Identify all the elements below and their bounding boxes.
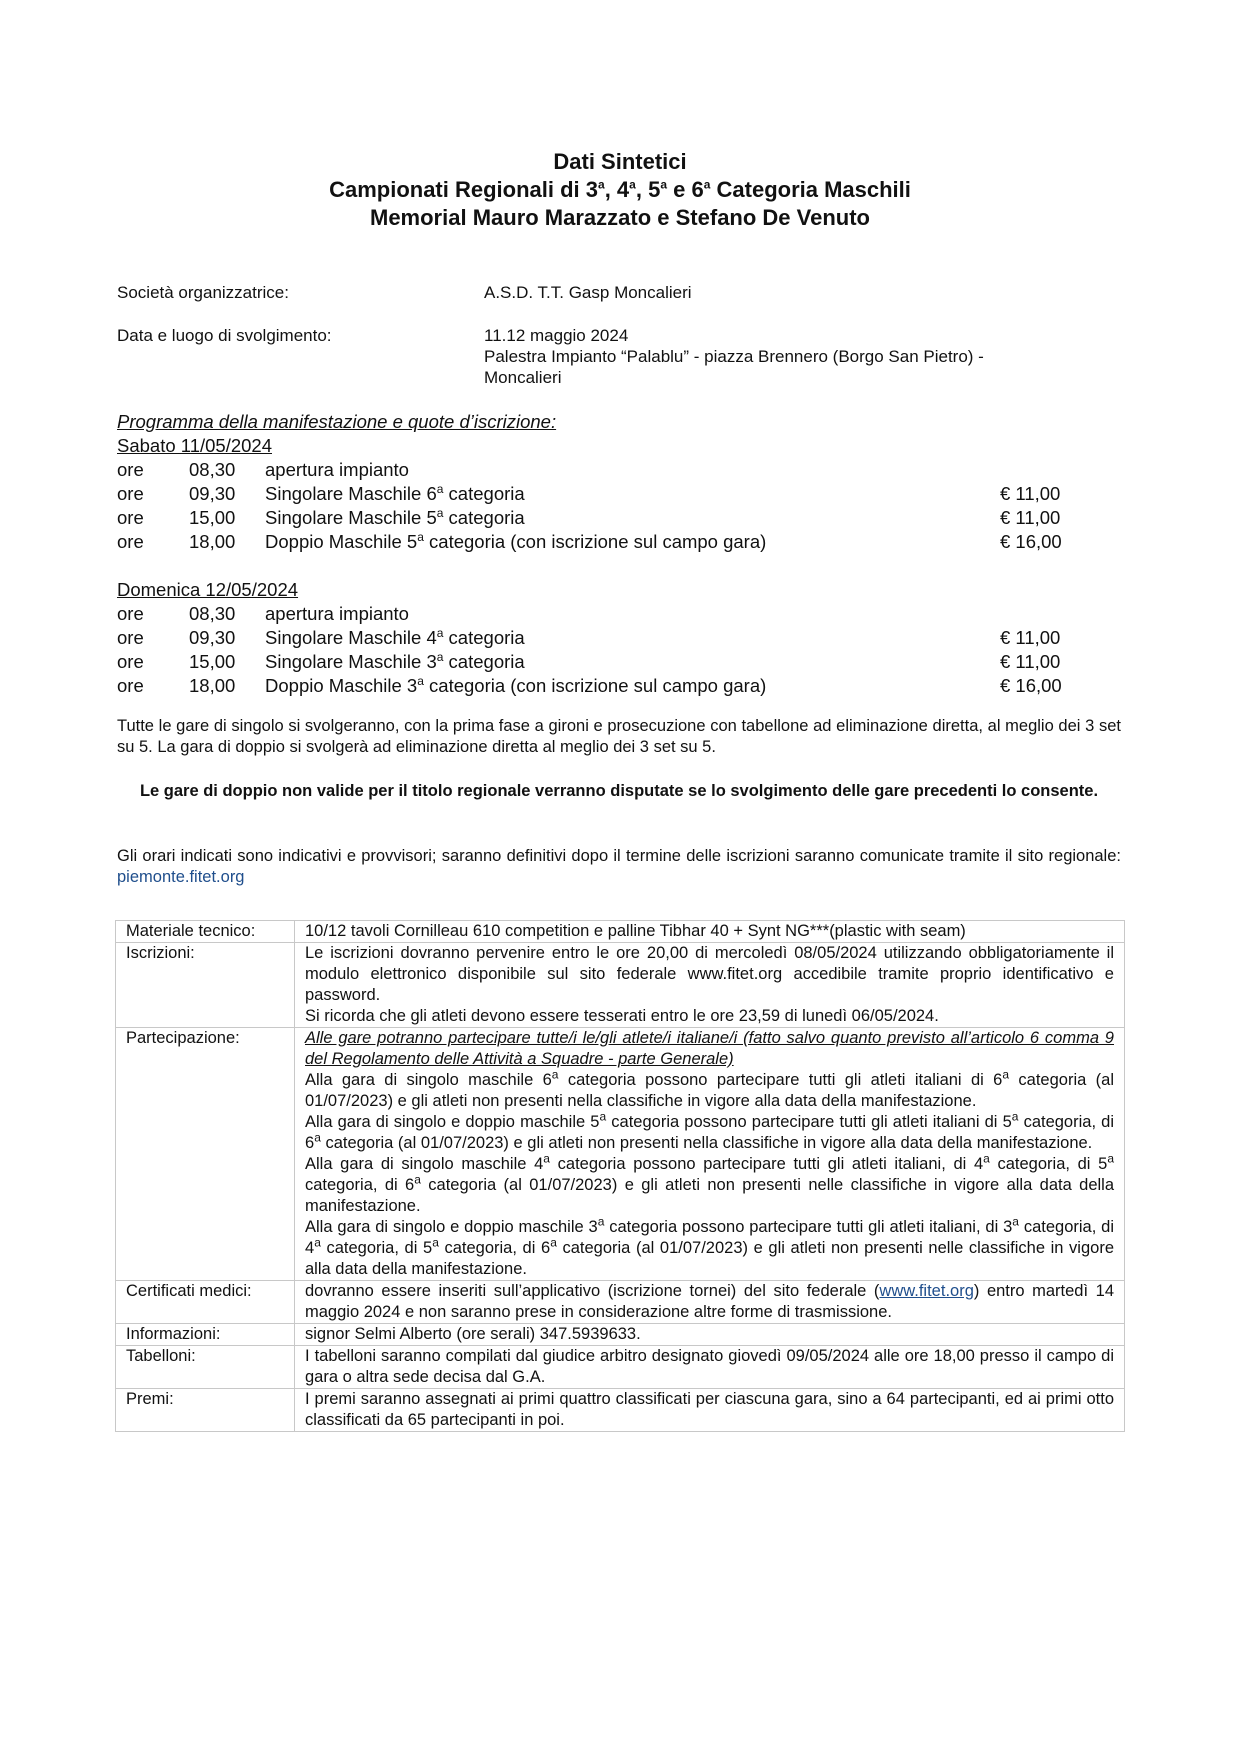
informazioni-label: Informazioni: (116, 1324, 295, 1346)
fee: € 11,00 (1000, 507, 1061, 528)
fee: € 16,00 (1000, 531, 1062, 552)
partecipazione-4a: Alla gara di singolo maschile 4$^a$ categoria possono partecipare tutti gli atleti italiani, di 4$^a$ categoria, di 5$^a$ categoria, di 6$^a$ categoria (al 01/07/2023) e gli atleti non presenti nelle classifiche in vigore alla data della manifestazione. (305, 1151, 1114, 1215)
partecipazione-5a: Alla gara di singolo e doppio maschile 5$^a$ categoria possono partecipare tutti gli atleti italiani di 5$^a$ categoria, di 6$^a$ categoria (al 01/07/2023) e gli atleti non presenti nella classifiche in vigore alla data della manifestazione. (305, 1109, 1114, 1152)
schedule-row: ore 18,00 Doppio Maschile 5$^a$ categoria (con iscrizione sul campo gara) € 16,00 (117, 529, 1062, 552)
partecipazione-3a: Alla gara di singolo e doppio maschile 3$^a$ categoria possono partecipare tutti gli atleti italiani, di 3$^a$ categoria, di 4$^a$ categoria, di 5$^a$ categoria, di 6$^a$ categoria (al 01/07/2023) e gli atleti non presenti nelle classifiche in vigore alla data della manifestazione. (305, 1214, 1114, 1278)
format-paragraph: Tutte le gare di singolo si svolgeranno, con la prima fase a gironi e prosecuzione con tabellone ad eliminazione diretta, al meglio dei 3 set su 5. La gara di doppio si svolgerà ad eliminazione diretta al meglio dei 3 set su 5. (117, 717, 1121, 756)
day-label: Sabato 11/05/2024 (117, 435, 272, 456)
date-place-value (484, 325, 1184, 388)
fee: € 11,00 (1000, 651, 1061, 672)
materiale-label: Materiale tecnico: (116, 921, 295, 943)
schedule-row: ore 09,30 Singolare Maschile 6$^a$ categoria € 11,00 (117, 481, 1061, 504)
doubles-warning: Le gare di doppio non valide per il titolo regionale verranno disputate se lo svolgimento delle gare precedenti lo consente. (139, 782, 1099, 800)
program-sunday (117, 578, 1117, 698)
organizer-label: Società organizzatrice: (117, 283, 289, 302)
program-heading: Programma della manifestazione e quote d’iscrizione: (117, 411, 557, 432)
partecipazione-6a: Alla gara di singolo maschile 6$^a$ categoria possono partecipare tutti gli atleti italiani di 6$^a$ categoria (al 01/07/2023) e gli atleti non presenti nella classifiche in vigore alla data della manifestazione. (305, 1067, 1114, 1110)
title-line-1: Dati Sintetici (553, 149, 687, 174)
fee: € 16,00 (1000, 675, 1062, 696)
certificati-label: Certificati medici: (116, 1281, 295, 1324)
partecipazione-value (295, 1028, 1125, 1281)
technical-info-table (115, 920, 1125, 1432)
tabelloni-label: Tabelloni: (116, 1346, 295, 1389)
schedule-row: ore 08,30 apertura impianto (117, 459, 409, 480)
table-row (116, 943, 1125, 1028)
table-row (116, 1389, 1125, 1432)
partecipazione-intro: Alle gare potranno partecipare tutte/i le/gli atlete/i italiane/i (fatto salvo quanto previsto all’articolo 6 comma 9 del Regolamento delle Attività a Squadre - parte Generale) (305, 1029, 1114, 1068)
place-line-2: Moncalieri (484, 368, 562, 387)
table-row (116, 1346, 1125, 1389)
iscrizioni-value: Le iscrizioni dovranno pervenire entro le ore 20,00 di mercoledì 08/05/2024 utilizzando obbligatoriamente il modulo elettronico disponibile sul sito federale www.fitet.org accedibile tramite proprio identificativo e password. Si ricorda che gli atleti devono essere tesserati entro le ore 23,59 di lunedì 06/05/2024. (295, 943, 1125, 1028)
title-line-3: Memorial Mauro Marazzato e Stefano De Venuto (370, 205, 870, 230)
fitet-link[interactable]: www.fitet.org (879, 1282, 974, 1300)
table-row (116, 921, 1125, 943)
program-saturday (117, 410, 1117, 554)
partecipazione-label: Partecipazione: (116, 1028, 295, 1281)
schedule-row: ore 18,00 Doppio Maschile 3$^a$ categoria (con iscrizione sul campo gara) € 16,00 (117, 673, 1062, 696)
premi-label: Premi: (116, 1389, 295, 1432)
informazioni-value: signor Selmi Alberto (ore serali) 347.5939633. (295, 1324, 1125, 1346)
tabelloni-value: I tabelloni saranno compilati dal giudice arbitro designato giovedì 09/05/2024 alle ore 18,00 presso il campo di gara o altra sede decisa dal G.A. (295, 1346, 1125, 1389)
table-row (116, 1324, 1125, 1346)
schedule-row: ore 15,00 Singolare Maschile 3$^a$ categoria € 11,00 (117, 649, 1061, 672)
schedule-note: Gli orari indicati sono indicativi e provvisori; saranno definitivi dopo il termine delle iscrizioni saranno comunicate tramite il sito regionale: piemonte.fitet.org (117, 847, 1121, 886)
date-label: Data e luogo di svolgimento: (117, 326, 332, 345)
schedule-row: ore 15,00 Singolare Maschile 5$^a$ categoria € 11,00 (117, 505, 1061, 528)
organizer-value: A.S.D. T.T. Gasp Moncalieri (484, 283, 692, 302)
materiale-value: 10/12 tavoli Cornilleau 610 competition e palline Tibhar 40 + Synt NG***(plastic with seam) (295, 921, 1125, 943)
fee: € 11,00 (1000, 483, 1061, 504)
schedule-row: ore 08,30 apertura impianto (117, 603, 409, 624)
day-label: Domenica 12/05/2024 (117, 579, 299, 600)
title-line-2: Campionati Regionali di 3$^a$, 4$^a$, 5$^a$ e 6$^a$ Categoria Maschili (329, 177, 911, 202)
date-value: 11.12 maggio 2024 (484, 326, 629, 345)
certificati-value: dovranno essere inseriti sull’applicativo (iscrizione tornei) del sito federale (www.fitet.org) entro martedì 14 maggio 2024 e non saranno prese in considerazione altre forme di trasmissione. (295, 1281, 1125, 1324)
place-line-1: Palestra Impianto “Palablu” - piazza Brennero (Borgo San Pietro) - (484, 347, 984, 366)
document-title (0, 148, 1240, 232)
schedule-row: ore 09,30 Singolare Maschile 4$^a$ categoria € 11,00 (117, 625, 1061, 648)
premi-value: I premi saranno assegnati ai primi quattro classificati per ciascuna gara, sino a 64 partecipanti, ed ai primi otto classificati da 65 partecipanti in poi. (295, 1389, 1125, 1432)
fee: € 11,00 (1000, 627, 1061, 648)
table-row (116, 1028, 1125, 1281)
iscrizioni-label: Iscrizioni: (116, 943, 295, 1028)
regional-site-link[interactable]: piemonte.fitet.org (117, 868, 245, 886)
table-row (116, 1281, 1125, 1324)
